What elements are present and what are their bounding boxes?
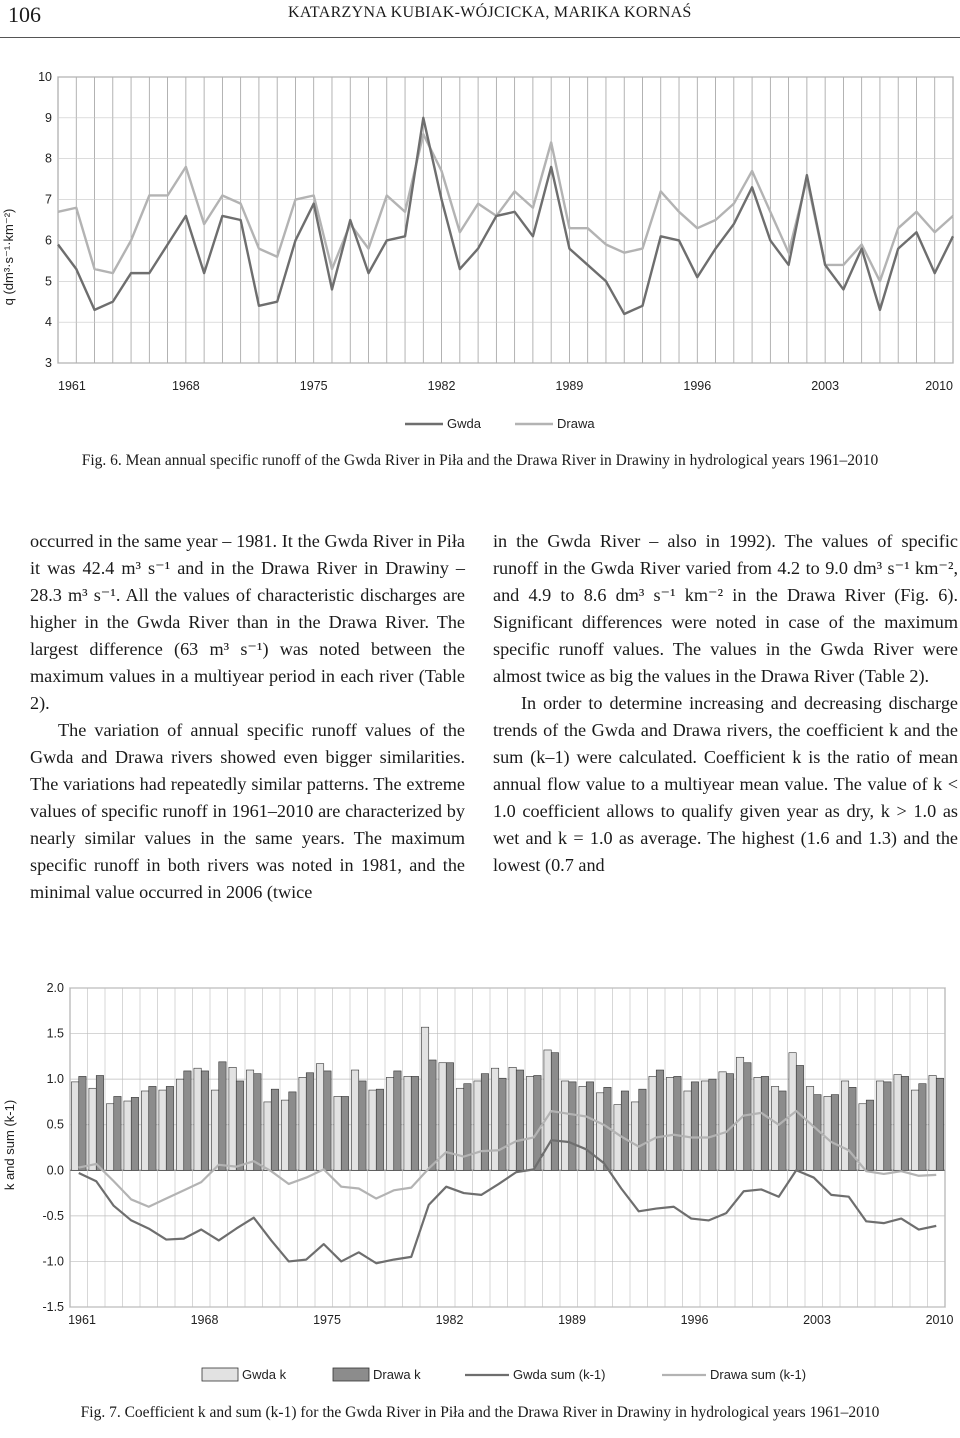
fig7-caption: Fig. 7. Coefficient k and sum (k-1) for the Gwda River in Piła and the Drawa River in Drawiny in hydrological years 1961–2010 bbox=[80, 1404, 880, 1421]
fig7-x-tick-label: 1968 bbox=[190, 1313, 219, 1327]
fig7-bar-gwda-k bbox=[474, 1081, 481, 1170]
fig7-bar-gwda-k bbox=[264, 1102, 271, 1170]
fig6-y-tick-label: 9 bbox=[45, 110, 52, 125]
fig7-y-axis-label: k and sum (k-1) bbox=[2, 1099, 17, 1191]
paragraph: occurred in the same year – 1981. It the Gwda River in Piła it was 42.4 m³ s⁻¹ and in the Drawa River in Drawiny – 28.3 m³ s⁻¹. All the values of characteristic discharges are higher in the Gwda River than in the Drawa River. The largest difference (63 m³ s⁻¹) was noted between the maximum values in a multiyear period in each river (Table 2). bbox=[30, 531, 465, 713]
fig7-bar-gwda-k bbox=[911, 1090, 918, 1170]
fig7-bar-gwda-k bbox=[159, 1090, 166, 1170]
fig7-bar-drawa-k bbox=[831, 1095, 838, 1171]
fig7-x-tick-label: 1961 bbox=[68, 1313, 96, 1327]
fig7-bar-gwda-k bbox=[561, 1081, 568, 1170]
fig6-x-tick-label: 1975 bbox=[299, 379, 328, 393]
fig7-bar-drawa-k bbox=[149, 1086, 156, 1170]
fig7-bar-drawa-k bbox=[709, 1079, 716, 1170]
fig6-y-tick-label: 7 bbox=[45, 192, 52, 207]
fig7-bar-gwda-k bbox=[404, 1076, 411, 1170]
fig7-bar-drawa-k bbox=[324, 1071, 331, 1170]
fig7-y-tick-label: 1.0 bbox=[46, 1072, 64, 1087]
fig7-legend bbox=[202, 1367, 806, 1382]
fig6-y-tick-label: 5 bbox=[45, 274, 52, 289]
fig7-x-tick-label: 1996 bbox=[680, 1313, 709, 1327]
fig7-bar-drawa-k bbox=[691, 1082, 698, 1170]
fig7-bar-gwda-k bbox=[719, 1072, 726, 1170]
fig7-bar-gwda-k bbox=[771, 1086, 778, 1170]
fig7-bar-drawa-k bbox=[429, 1060, 436, 1170]
header-rule bbox=[0, 37, 960, 38]
fig6-x-tick-label: 1961 bbox=[58, 379, 86, 393]
fig7-bar-drawa-k bbox=[761, 1076, 768, 1170]
fig7-bar-drawa-k bbox=[499, 1078, 506, 1170]
fig7-y-tick-label: 0.0 bbox=[46, 1163, 64, 1178]
fig7-bar-drawa-k bbox=[411, 1076, 418, 1170]
fig7-bar-gwda-k bbox=[106, 1104, 113, 1171]
fig7-bar-gwda-k bbox=[614, 1105, 621, 1171]
fig7-bar-gwda-k bbox=[736, 1057, 743, 1170]
fig6-legend-label: Gwda bbox=[447, 416, 481, 431]
fig7-bar-drawa-k bbox=[131, 1097, 138, 1170]
fig7-bar-drawa-k bbox=[184, 1071, 191, 1170]
fig7-bar-drawa-k bbox=[219, 1062, 226, 1170]
page-number: 106 bbox=[8, 2, 41, 27]
fig7-bar-gwda-k bbox=[89, 1088, 96, 1170]
fig7-bar-drawa-k bbox=[726, 1074, 733, 1171]
fig7-legend-swatch bbox=[202, 1368, 238, 1381]
fig7-bar-gwda-k bbox=[176, 1079, 183, 1170]
fig7-bar-drawa-k bbox=[569, 1082, 576, 1170]
fig7-bar-drawa-k bbox=[621, 1091, 628, 1170]
fig6-x-tick-label: 1982 bbox=[427, 379, 456, 393]
fig7-bar-drawa-k bbox=[271, 1089, 278, 1170]
fig7-bar-drawa-k bbox=[901, 1076, 908, 1170]
fig6-x-tick-label: 2010 bbox=[925, 379, 953, 393]
fig7-legend-label: Drawa k bbox=[373, 1367, 421, 1382]
fig7-x-tick-label: 1982 bbox=[435, 1313, 464, 1327]
fig7-bar-gwda-k bbox=[526, 1076, 533, 1170]
fig7-bar-gwda-k bbox=[631, 1102, 638, 1170]
fig7-bar-gwda-k bbox=[929, 1075, 936, 1170]
fig7-x-tick-label: 2003 bbox=[803, 1313, 831, 1327]
fig7-y-tick-labels bbox=[42, 981, 64, 1314]
fig6-y-tick-label: 3 bbox=[45, 356, 52, 370]
fig6-grid bbox=[58, 77, 953, 363]
fig7-bar-gwda-k bbox=[701, 1081, 708, 1170]
fig7-bar-drawa-k bbox=[884, 1082, 891, 1170]
fig7-bar-drawa-k bbox=[236, 1081, 243, 1170]
fig7-bar-gwda-k bbox=[141, 1091, 148, 1170]
paragraph: in the Gwda River – also in 1992). The values of specific runoff in the Gwda River varied from 4.2 to 9.0 dm³ s⁻¹ km⁻², and 4.9 to 8.6 dm³ s⁻¹ km⁻² in the Drawa River (Fig. 6). Significant differences were noted in case of the maximum specific runoff values. The values in the Gwda River were almost twice as big the values in the Drawa River (Table 2). bbox=[493, 531, 958, 686]
fig7-bar-gwda-k bbox=[71, 1082, 78, 1170]
fig6-x-tick-label: 1996 bbox=[683, 379, 712, 393]
fig6-x-tick-label: 1989 bbox=[555, 379, 584, 393]
fig7-legend-label: Drawa sum (k-1) bbox=[710, 1367, 807, 1382]
fig7-bar-gwda-k bbox=[369, 1090, 376, 1170]
fig7-bar-drawa-k bbox=[866, 1100, 873, 1170]
fig6-y-tick-label: 10 bbox=[38, 70, 52, 84]
running-head: KATARZYNA KUBIAK-WÓJCICKA, MARIKA KORNAŚ bbox=[288, 4, 692, 21]
fig7-bar-gwda-k bbox=[299, 1077, 306, 1170]
fig6-caption: Fig. 6. Mean annual specific runoff of the Gwda River in Piła and the Drawa River in Drawiny in hydrological years 1961–2010 bbox=[81, 452, 879, 469]
fig7-bar-gwda-k bbox=[859, 1104, 866, 1171]
fig7-bar-gwda-k bbox=[579, 1086, 586, 1170]
fig7-bar-gwda-k bbox=[684, 1091, 691, 1170]
fig6-y-tick-label: 4 bbox=[45, 315, 52, 330]
fig7-bar-drawa-k bbox=[936, 1078, 943, 1170]
fig6-x-tick-labels bbox=[58, 379, 953, 393]
fig7-bar-drawa-k bbox=[114, 1096, 121, 1170]
fig7-y-tick-label: -0.5 bbox=[42, 1208, 64, 1223]
fig6-y-axis-label: q (dm³·s⁻¹·km⁻²) bbox=[1, 208, 16, 306]
fig7-legend-label: Gwda sum (k-1) bbox=[513, 1367, 606, 1382]
fig7-bar-drawa-k bbox=[254, 1074, 261, 1171]
fig6-x-tick-label: 2003 bbox=[811, 379, 840, 393]
fig7-bar-drawa-k bbox=[96, 1075, 103, 1170]
fig7-bar-drawa-k bbox=[919, 1084, 926, 1171]
fig7-bar-drawa-k bbox=[166, 1086, 173, 1170]
fig7-bar-gwda-k bbox=[491, 1068, 498, 1170]
fig7-y-tick-label: -1.5 bbox=[42, 1300, 64, 1314]
fig7-bar-gwda-k bbox=[824, 1096, 831, 1170]
fig7-bar-gwda-k bbox=[211, 1090, 218, 1170]
fig7-bar-drawa-k bbox=[79, 1076, 86, 1170]
fig7-bar-drawa-k bbox=[586, 1082, 593, 1170]
fig7-chart bbox=[0, 945, 960, 1400]
fig7-bar-drawa-k bbox=[376, 1089, 383, 1170]
fig7-bar-drawa-k bbox=[481, 1074, 488, 1171]
fig7-bar-gwda-k bbox=[229, 1067, 236, 1170]
text-column-right bbox=[493, 528, 958, 879]
fig7-bar-gwda-k bbox=[316, 1064, 323, 1171]
fig7-bar-drawa-k bbox=[289, 1092, 296, 1170]
fig7-bar-gwda-k bbox=[509, 1067, 516, 1170]
fig7-bar-gwda-k bbox=[281, 1100, 288, 1170]
fig7-bar-gwda-k bbox=[649, 1076, 656, 1170]
text-column-left bbox=[30, 528, 465, 906]
fig7-bar-gwda-k bbox=[334, 1096, 341, 1170]
fig7-y-tick-label: -1.0 bbox=[42, 1254, 64, 1269]
fig7-bar-gwda-k bbox=[806, 1086, 813, 1170]
fig7-bar-gwda-k bbox=[456, 1088, 463, 1170]
fig7-bar-gwda-k bbox=[876, 1081, 883, 1170]
fig7-bar-drawa-k bbox=[394, 1071, 401, 1170]
fig7-bar-drawa-k bbox=[516, 1070, 523, 1170]
fig6-x-tick-label: 1968 bbox=[171, 379, 200, 393]
fig7-bar-gwda-k bbox=[194, 1068, 201, 1170]
fig7-bar-drawa-k bbox=[306, 1073, 313, 1171]
fig7-bar-drawa-k bbox=[674, 1076, 681, 1170]
fig7-x-tick-label: 1975 bbox=[313, 1313, 341, 1327]
fig7-bar-gwda-k bbox=[386, 1077, 393, 1170]
fig6-chart bbox=[0, 40, 960, 445]
fig7-bar-gwda-k bbox=[894, 1075, 901, 1171]
fig6-y-tick-labels bbox=[38, 70, 52, 370]
fig7-bar-gwda-k bbox=[421, 1027, 428, 1170]
fig6-legend bbox=[405, 416, 595, 431]
fig7-y-tick-label: 0.5 bbox=[46, 1117, 64, 1132]
fig7-x-tick-label: 1989 bbox=[558, 1313, 586, 1327]
fig7-bar-drawa-k bbox=[341, 1096, 348, 1170]
fig7-bar-gwda-k bbox=[351, 1070, 358, 1170]
fig7-legend-swatch bbox=[333, 1368, 369, 1381]
fig7-bar-gwda-k bbox=[124, 1101, 131, 1170]
fig7-x-tick-labels bbox=[68, 1313, 953, 1327]
fig7-bar-gwda-k bbox=[666, 1077, 673, 1170]
fig7-bar-drawa-k bbox=[359, 1081, 366, 1170]
fig7-bar-drawa-k bbox=[534, 1075, 541, 1170]
fig7-bar-drawa-k bbox=[639, 1089, 646, 1170]
paragraph: In order to determine increasing and decreasing discharge trends of the Gwda and Drawa rivers, the coefficient k and the sum (k–1) were calculated. Coefficient k is the ratio of mean annual flow value to a multiyear mean value. The value of k < 1.0 coefficient allows to qualify given year as dry, k > 1.0 as wet and k = 1.0 as average. The highest (1.6 and 1.3) and the lowest (0.7 and bbox=[493, 693, 958, 875]
fig7-bar-gwda-k bbox=[841, 1081, 848, 1170]
fig7-y-tick-label: 1.5 bbox=[46, 1026, 64, 1041]
paragraph: The variation of annual specific runoff values of the Gwda and Drawa rivers showed even bigger similarities. The variations had repeatedly similar patterns. The extreme values of specific runoff in 1961–2010 are characterized by nearly similar values in the same years. The maximum specific runoff in both rivers was noted in 1981, and the minimal value occurred in 2006 (twice bbox=[30, 720, 465, 902]
fig7-bar-drawa-k bbox=[779, 1091, 786, 1170]
fig7-bar-gwda-k bbox=[754, 1077, 761, 1170]
fig6-y-tick-label: 6 bbox=[45, 233, 52, 248]
fig7-bar-drawa-k bbox=[201, 1071, 208, 1170]
fig7-legend-label: Gwda k bbox=[242, 1367, 287, 1382]
fig7-x-tick-label: 2010 bbox=[925, 1313, 954, 1327]
fig7-bar-gwda-k bbox=[246, 1070, 253, 1170]
fig6-plot-area bbox=[58, 77, 953, 363]
fig7-y-tick-label: 2.0 bbox=[46, 981, 64, 995]
fig6-y-tick-label: 8 bbox=[45, 151, 52, 166]
fig7-bar-drawa-k bbox=[656, 1070, 663, 1170]
fig6-legend-label: Drawa bbox=[557, 416, 595, 431]
